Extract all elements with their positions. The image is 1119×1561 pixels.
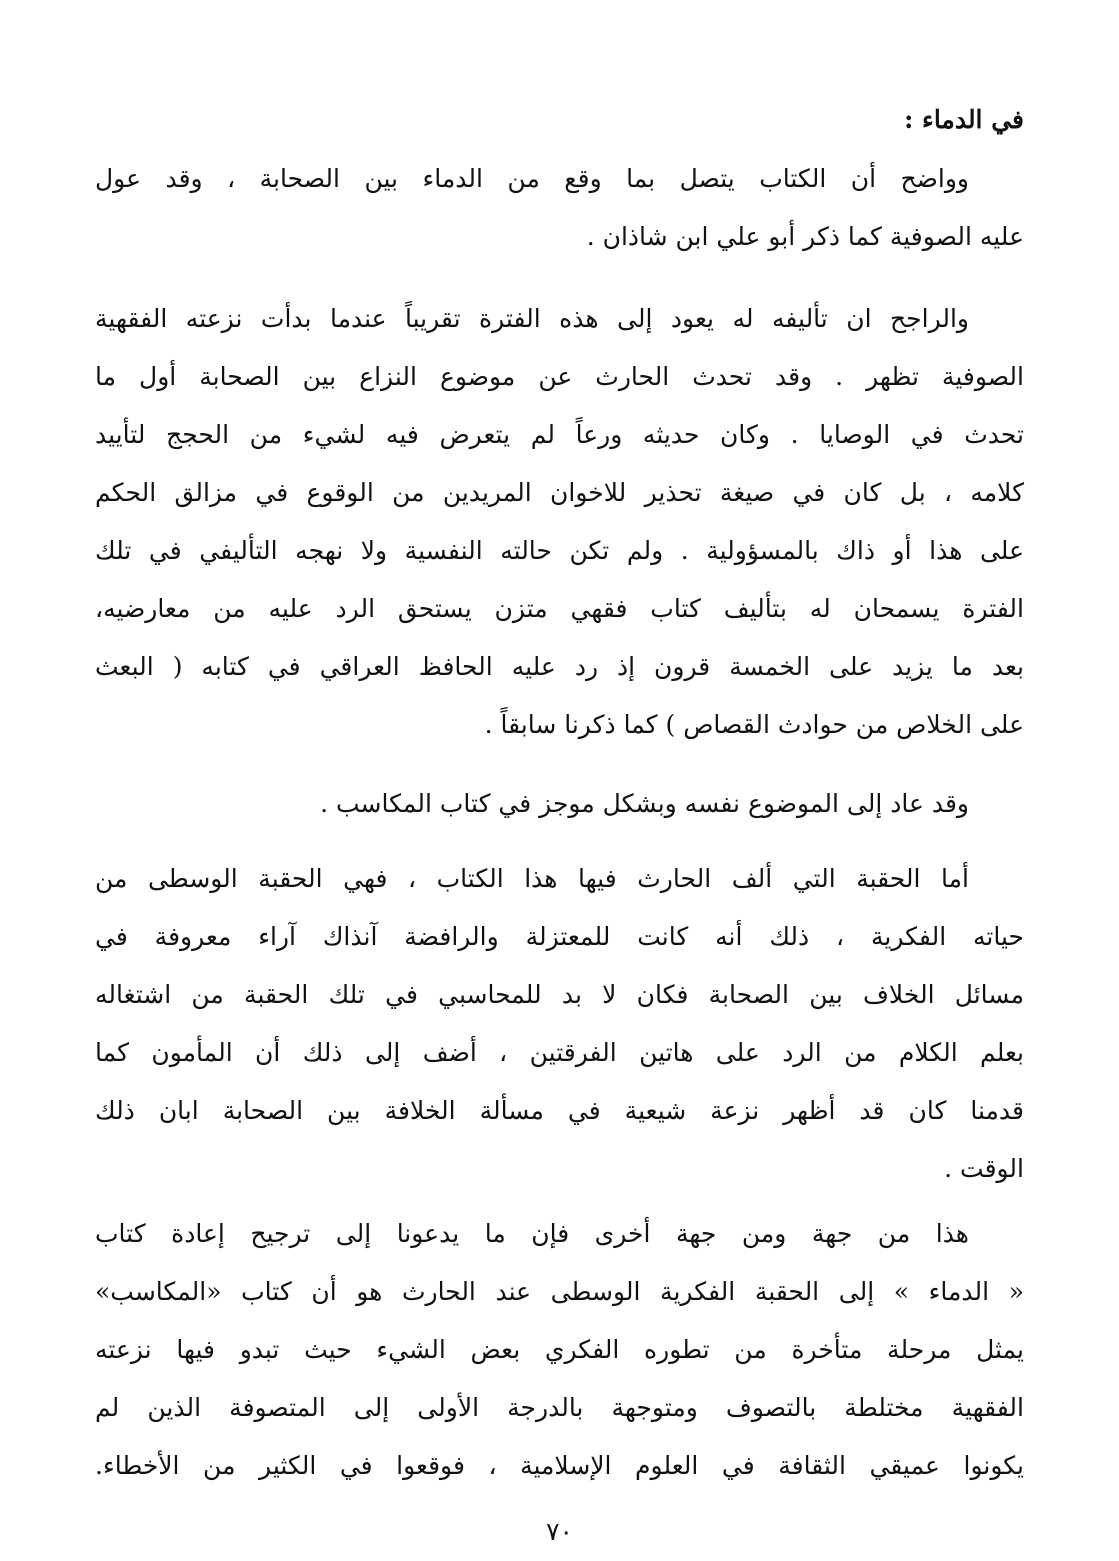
text-line: والراجح ان تأليفه له يعود إلى هذه الفترة تقريباً عندما بدأت نزعته الفقهية bbox=[95, 304, 969, 333]
text-line: الفترة يسمحان له بتأليف كتاب فقهي متزن يستحق الرد عليه من معارضيه، bbox=[95, 594, 1024, 623]
text-line: قدمنا كان قد أظهر نزعة شيعية في مسألة الخلافة بين الصحابة ابان ذلك bbox=[95, 1096, 1024, 1125]
text-line: حياته الفكرية ، ذلك أنه كانت للمعتزلة والرافضة آنذاك آراء معروفة في bbox=[95, 922, 1024, 951]
text-line: هذا من جهة ومن جهة أخرى فإن ما يدعونا إلى ترجيح إعادة كتاب bbox=[95, 1219, 969, 1248]
text-line: بعلم الكلام من الرد على هاتين الفرقتين ، أضف إلى ذلك أن المأمون كما bbox=[95, 1038, 1024, 1067]
text-line: أما الحقبة التي ألف الحارث فيها هذا الكتاب ، فهي الحقبة الوسطى من bbox=[95, 864, 969, 893]
section-heading: في الدماء : bbox=[904, 105, 1024, 134]
text-line: الصوفية تظهر . وقد تحدث الحارث عن موضوع النزاع بين الصحابة أول ما bbox=[95, 362, 1024, 391]
text-line: مسائل الخلاف بين الصحابة فكان لا بد للمحاسبي في تلك الحقبة من اشتغاله bbox=[95, 980, 1024, 1009]
text-line: عليه الصوفية كما ذكر أبو علي ابن شاذان . bbox=[586, 222, 1024, 251]
paragraph-1 bbox=[95, 150, 1024, 266]
text-line: كلامه ، بل كان في صيغة تحذير للاخوان المريدين من الوقوع في مزالق الحكم bbox=[95, 478, 1024, 507]
text-line: بعد ما يزيد على الخمسة قرون إذ رد عليه الحافظ العراقي في كتابه ( البعث bbox=[95, 652, 1024, 681]
text-line: الوقت . bbox=[944, 1154, 1024, 1183]
text-line: يكونوا عميقي الثقافة في العلوم الإسلامية ، فوقعوا في الكثير من الأخطاء. bbox=[95, 1451, 1024, 1480]
paragraph-3 bbox=[95, 775, 1024, 833]
page-number: ٧٠ bbox=[546, 1517, 573, 1546]
text-line: يمثل مرحلة متأخرة من تطوره الفكري بعض الشيء حيث تبدو فيها نزعته bbox=[95, 1335, 1024, 1364]
text-line: على الخلاص من حوادث القصاص ) كما ذكرنا سابقاً . bbox=[484, 710, 1024, 739]
text-line: الفقهية مختلطة بالتصوف ومتوجهة بالدرجة الأولى إلى المتصوفة الذين لم bbox=[95, 1393, 1024, 1422]
paragraph-4 bbox=[95, 850, 1024, 1198]
text-line: وقد عاد إلى الموضوع نفسه وبشكل موجز في كتاب المكاسب . bbox=[320, 789, 969, 818]
text-line: تحدث في الوصايا . وكان حديثه ورعاً لم يتعرض فيه لشيء من الحجج لتأييد bbox=[95, 420, 1024, 449]
text-line: وواضح أن الكتاب يتصل بما وقع من الدماء بين الصحابة ، وقد عول bbox=[95, 164, 969, 193]
paragraph-5 bbox=[95, 1205, 1024, 1495]
paragraph-2 bbox=[95, 290, 1024, 754]
text-line: « الدماء » إلى الحقبة الفكرية الوسطى عند الحارث هو أن كتاب «المكاسب» bbox=[95, 1277, 1024, 1306]
text-line: على هذا أو ذاك بالمسؤولية . ولم تكن حالته النفسية ولا نهجه التأليفي في تلك bbox=[95, 536, 1024, 565]
